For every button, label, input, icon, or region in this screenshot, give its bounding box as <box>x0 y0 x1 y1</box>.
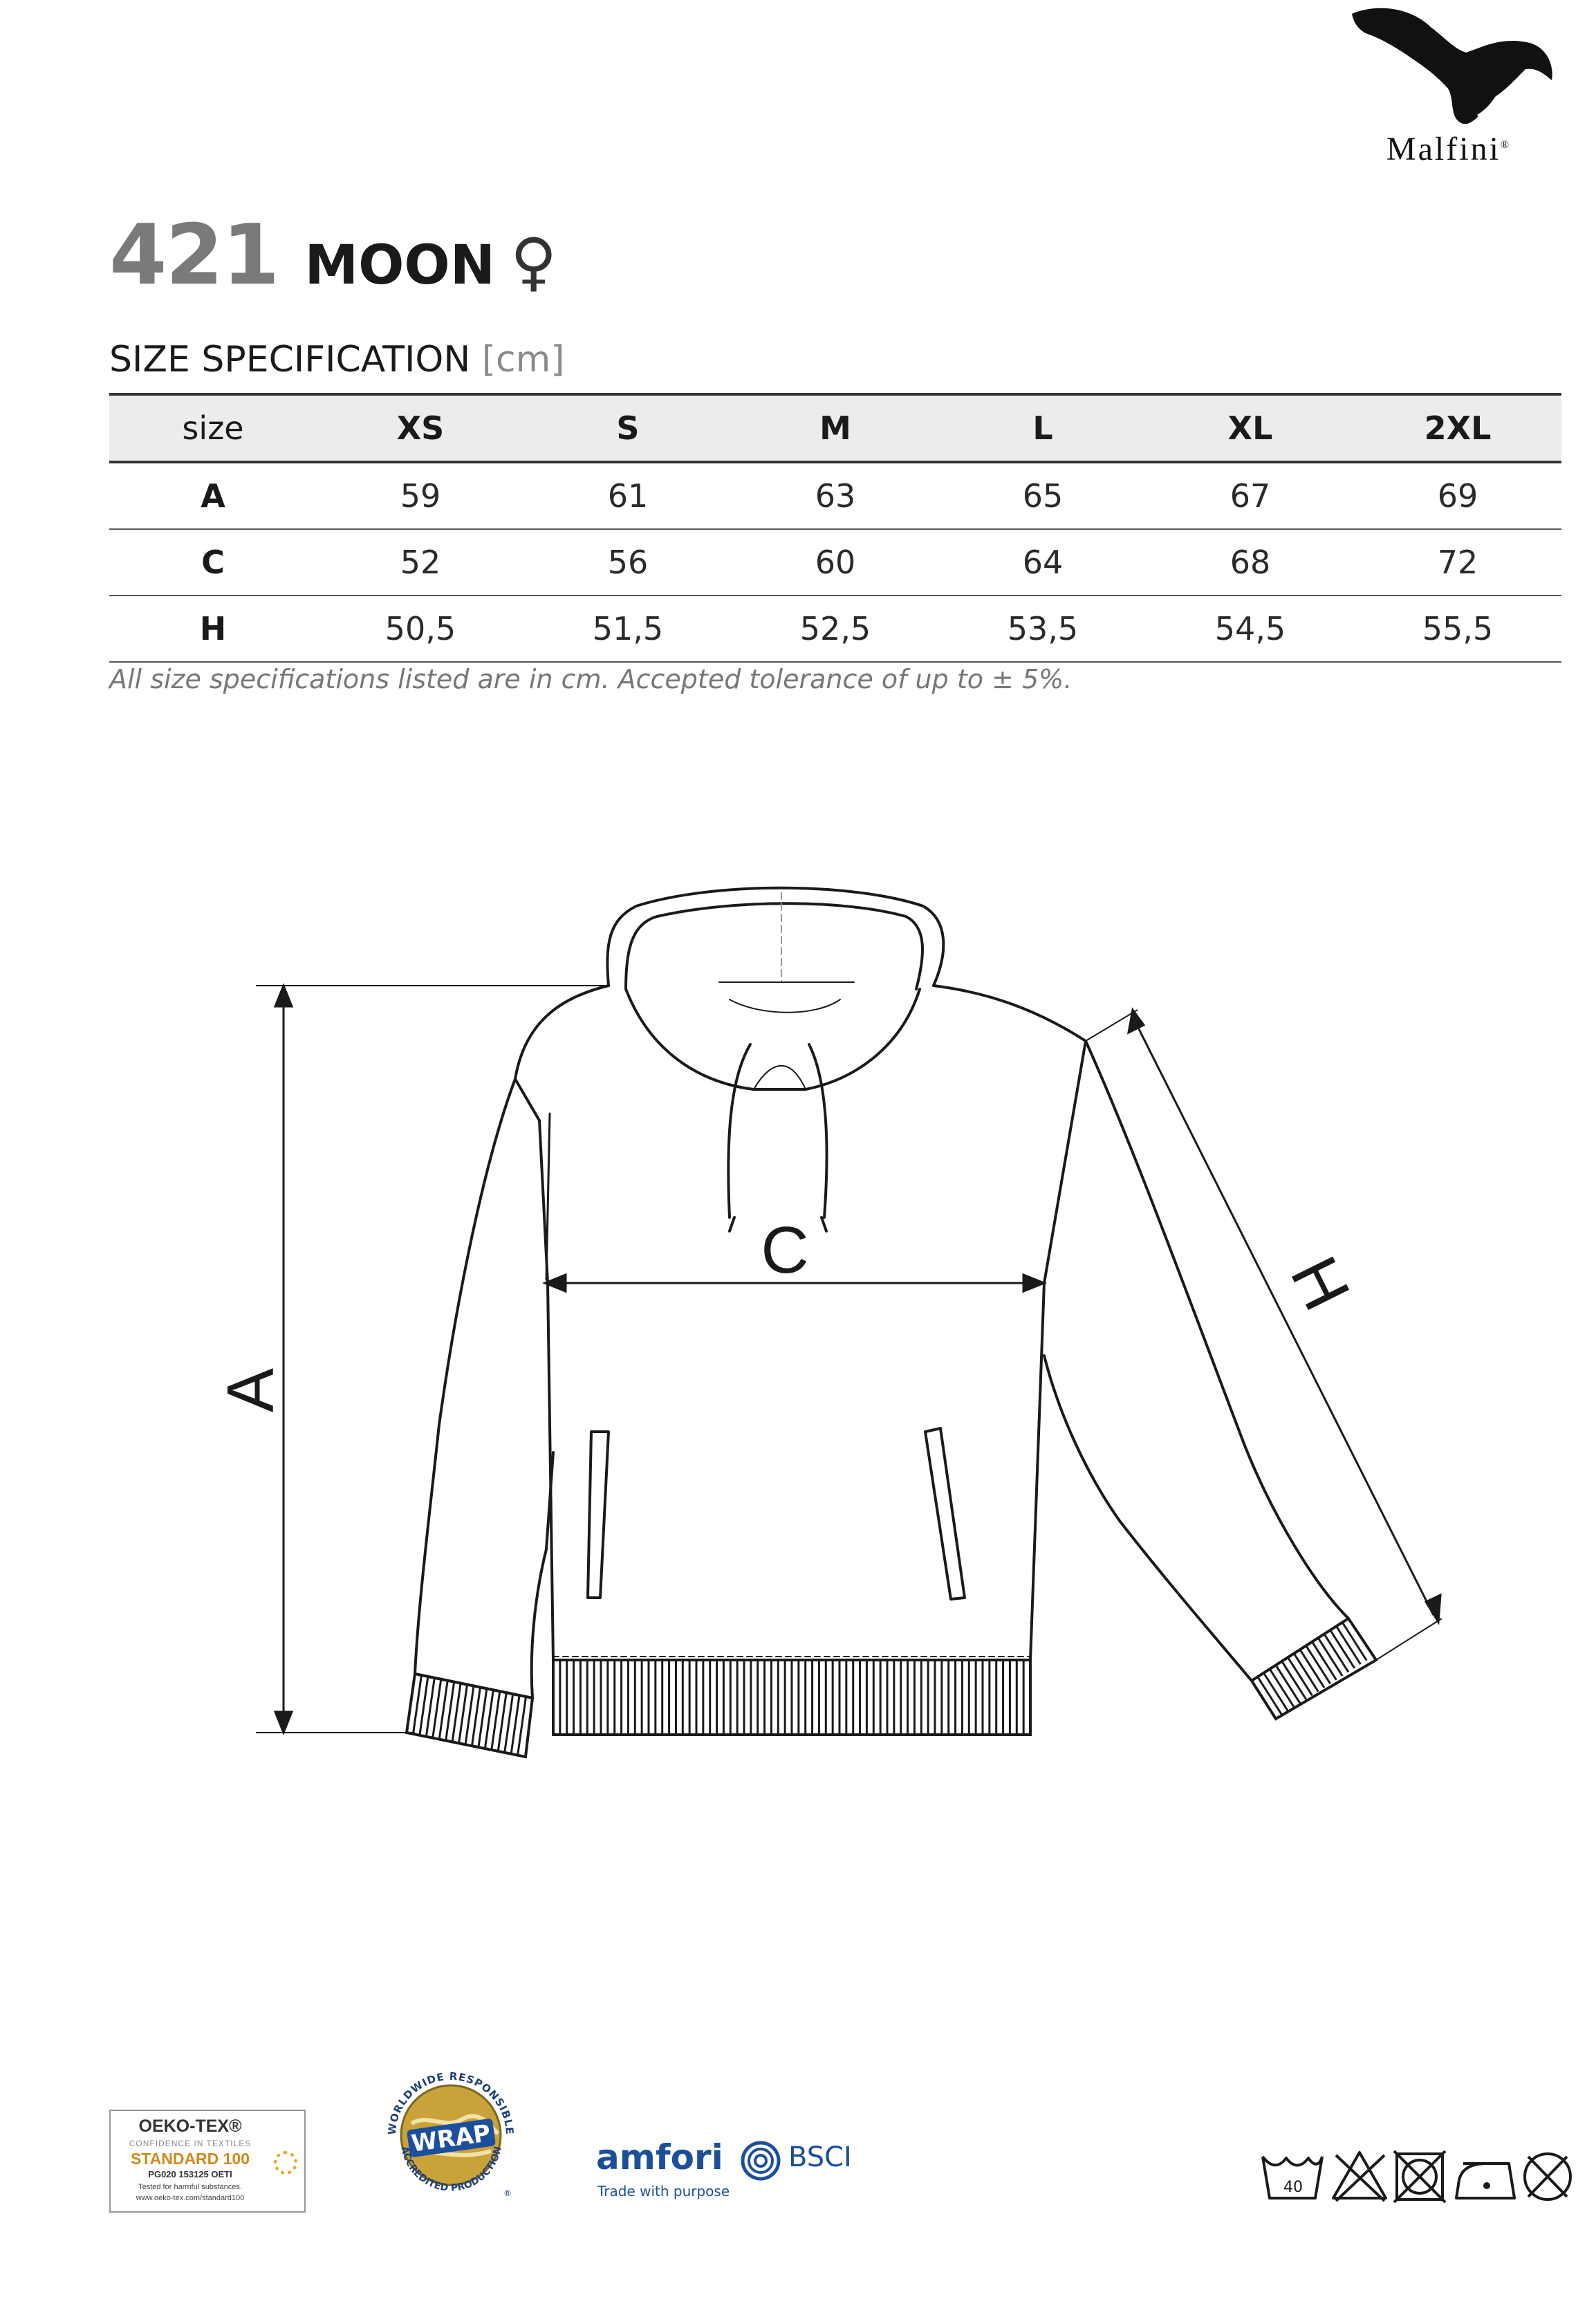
hood-inner <box>626 903 922 989</box>
size-col-xl: XL <box>1147 394 1354 462</box>
table-cell: 64 <box>939 529 1147 596</box>
svg-text:ACCREDITED PRODUCTION: ACCREDITED PRODUCTION <box>398 2145 504 2194</box>
dimension-a-line <box>256 986 609 1733</box>
tolerance-note: All size specifications listed are in cm. Accepted tolerance of up to ± 5%. <box>109 664 1073 694</box>
left-cuff-ribbing <box>407 1674 532 1757</box>
table-cell: 72 <box>1354 529 1561 596</box>
svg-text:WRAP: WRAP <box>409 2119 492 2158</box>
table-cell: 68 <box>1147 529 1354 596</box>
amfori-ring-icon <box>740 2140 781 2182</box>
table-cell: 56 <box>524 529 732 596</box>
size-header-label: size <box>109 394 317 462</box>
brand-wordmark: Malfini® <box>1386 131 1512 167</box>
table-cell: 59 <box>317 462 524 529</box>
row-label: C <box>109 529 317 596</box>
size-col-2xl: 2XL <box>1354 394 1561 462</box>
svg-text:®: ® <box>503 2188 512 2198</box>
wash-temperature: 40 <box>1283 2179 1303 2196</box>
table-cell: 51,5 <box>524 596 732 662</box>
size-spec-heading: SIZE SPECIFICATION [cm] <box>109 339 565 380</box>
dimension-h-label: H <box>1276 1245 1364 1322</box>
table-cell: 52 <box>317 529 524 596</box>
row-label: A <box>109 462 317 529</box>
dimension-h-line <box>1086 1010 1442 1660</box>
size-col-xs: XS <box>317 394 524 462</box>
amfori-program: BSCI <box>788 2141 852 2173</box>
wrap-badge <box>380 2065 522 2206</box>
right-sleeve <box>1044 1041 1348 1681</box>
female-icon: ♀ <box>510 225 557 299</box>
body-outline <box>515 986 1086 1660</box>
oeko-subtitle: CONFIDENCE IN TEXTILES <box>129 2139 252 2148</box>
product-name: MOON <box>304 234 496 297</box>
table-cell: 53,5 <box>939 596 1147 662</box>
size-col-l: L <box>939 394 1147 462</box>
table-cell: 63 <box>732 462 939 529</box>
row-label: H <box>109 596 317 662</box>
neck-opening <box>626 989 920 1089</box>
table-cell: 54,5 <box>1147 596 1354 662</box>
table-cell: 50,5 <box>317 596 524 662</box>
table-cell: 61 <box>524 462 732 529</box>
amfori-name: amfori <box>596 2137 723 2177</box>
size-col-s: S <box>524 394 732 462</box>
right-pocket <box>925 1428 965 1599</box>
dimension-a-label: A <box>214 1367 288 1413</box>
svg-text:WORLDWIDE RESPONSIBLE: WORLDWIDE RESPONSIBLE <box>385 2069 517 2136</box>
amfori-bsci-logo <box>596 2137 859 2206</box>
oeko-standard: STANDARD 100 <box>130 2150 250 2168</box>
oeko-url: www.oeko-tex.com/standard100 <box>136 2194 245 2202</box>
care-symbols <box>1259 2143 1577 2205</box>
left-sleeve <box>415 1079 553 1698</box>
oeko-tested: Tested for harmful substances. <box>138 2183 242 2191</box>
no-bleach-icon <box>1333 2152 1386 2201</box>
left-drawstring <box>728 1044 750 1217</box>
sun-icon <box>274 2151 297 2175</box>
amfori-tagline: Trade with purpose <box>597 2183 730 2200</box>
right-cuff-ribbing <box>1252 1618 1376 1719</box>
table-cell: 60 <box>732 529 939 596</box>
table-cell: 52,5 <box>732 596 939 662</box>
left-pocket <box>588 1432 609 1598</box>
right-drawstring <box>809 1044 827 1217</box>
oeko-code: PG020 153125 OETI <box>148 2169 232 2179</box>
iron-low-icon <box>1456 2164 1514 2198</box>
table-cell: 65 <box>939 462 1147 529</box>
table-cell: 69 <box>1354 462 1561 529</box>
hem-ribbing <box>553 1660 1030 1735</box>
care-symbols-row <box>1259 2143 1577 2205</box>
table-cell: 67 <box>1147 462 1354 529</box>
oeko-tex-badge <box>109 2110 306 2213</box>
oeko-title: OEKO-TEX® <box>138 2116 242 2136</box>
table-cell: 55,5 <box>1354 596 1561 662</box>
no-tumble-dry-icon <box>1394 2151 1445 2202</box>
product-number: 421 <box>109 208 279 304</box>
no-dry-clean-icon <box>1525 2154 1570 2200</box>
size-col-m: M <box>732 394 939 462</box>
dimension-c-label: C <box>761 1213 809 1287</box>
